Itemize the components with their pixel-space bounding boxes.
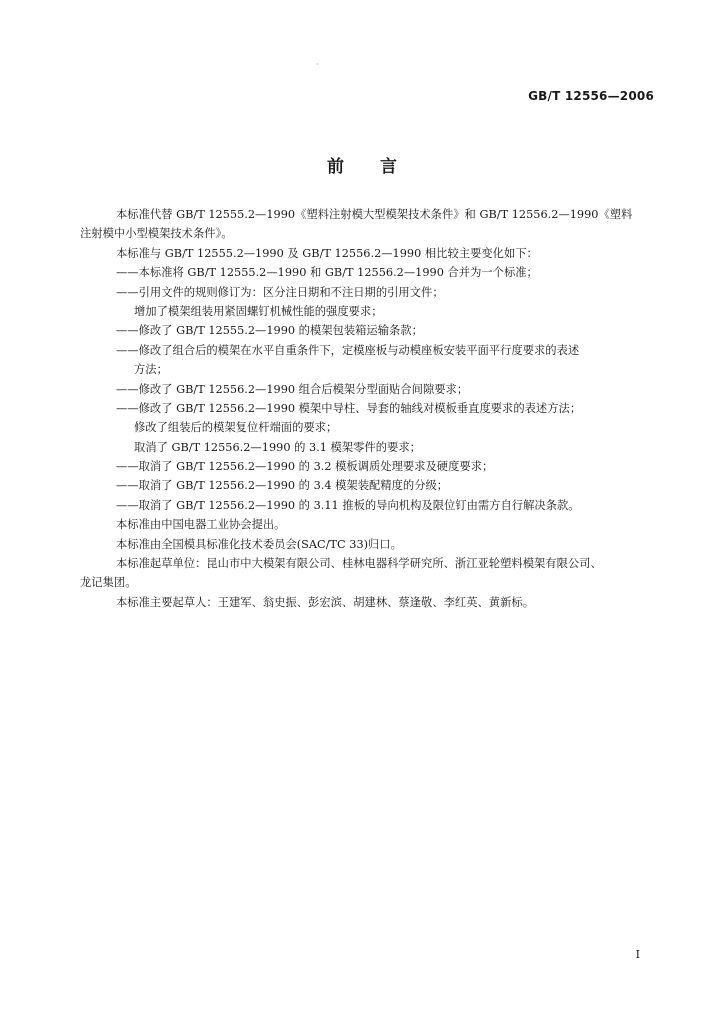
- paragraph-line: 本标准由中国电器工业协会提出。: [116, 518, 286, 532]
- list-item: ——取消了 GB/T 12556.2—1990 的 3.2 模板调质处理要求及硬度要求；: [116, 460, 494, 474]
- title-char-1: 前: [327, 157, 344, 177]
- list-item: ——取消了 GB/T 12556.2—1990 的 3.4 模架装配精度的分级；: [116, 479, 449, 493]
- list-item: 修改了组装后的模架复位杆端面的要求；: [134, 421, 338, 435]
- page-title: [0, 152, 724, 177]
- paragraph-line: 本标准由全国模具标准化技术委员会(SAC/TC 33)归口。: [116, 537, 402, 551]
- list-item: ——本标准将 GB/T 12555.2—1990 和 GB/T 12556.2—1990 合并为一个标准；: [116, 266, 538, 280]
- paragraph-line: 本标准与 GB/T 12555.2—1990 及 GB/T 12556.2—1990 相比较主要变化如下：: [116, 246, 538, 260]
- list-item: ——修改了 GB/T 12556.2—1990 组合后模架分型面贴合间隙要求；: [116, 382, 469, 396]
- list-item: ——修改了 GB/T 12555.2—1990 的模架包装箱运输条款；: [116, 324, 423, 338]
- preface-body: [80, 205, 658, 612]
- paragraph-line: 龙记集团。: [80, 576, 137, 590]
- paragraph-line: 本标准代替 GB/T 12555.2—1990《塑料注射模大型模架技术条件》和 GB/T 12556.2—1990《塑料: [116, 208, 633, 221]
- list-item: 取消了 GB/T 12556.2—1990 的 3.1 模架零件的要求；: [134, 440, 421, 454]
- list-item-continuation: 方法；: [134, 363, 168, 377]
- list-item: ——引用文件的规则修订为：区分注日期和不注日期的引用文件；: [116, 285, 444, 299]
- list-item: ——修改了组合后的模架在水平自重条件下，定模座板与动模座板安装平面平行度要求的表述: [116, 343, 580, 357]
- list-item: ——修改了 GB/T 12556.2—1990 模架中导柱、导套的轴线对模板垂直度要求的表述方法；: [116, 401, 582, 415]
- paragraph-line: 本标准起草单位：昆山市中大模架有限公司、桂林电器科学研究所、浙江亚轮塑料模架有限公司、: [116, 557, 602, 571]
- title-char-2: 言: [380, 157, 397, 177]
- list-item: 增加了模架组装用紧固螺钉机械性能的强度要求；: [134, 304, 383, 318]
- page-number: I: [635, 948, 640, 961]
- scan-dot: ·: [316, 60, 319, 69]
- paragraph-line: 本标准主要起草人：王建军、翁史振、彭宏滨、胡建林、蔡逢敬、李红英、黄新标。: [116, 595, 534, 609]
- standard-number: GB/T 12556—2006: [528, 89, 654, 103]
- paragraph-line: 注射模中小型模架技术条件》。: [80, 227, 233, 241]
- list-item: ——取消了 GB/T 12556.2—1990 的 3.11 推板的导向机构及限位钉由需方自行解决条款。: [116, 498, 580, 512]
